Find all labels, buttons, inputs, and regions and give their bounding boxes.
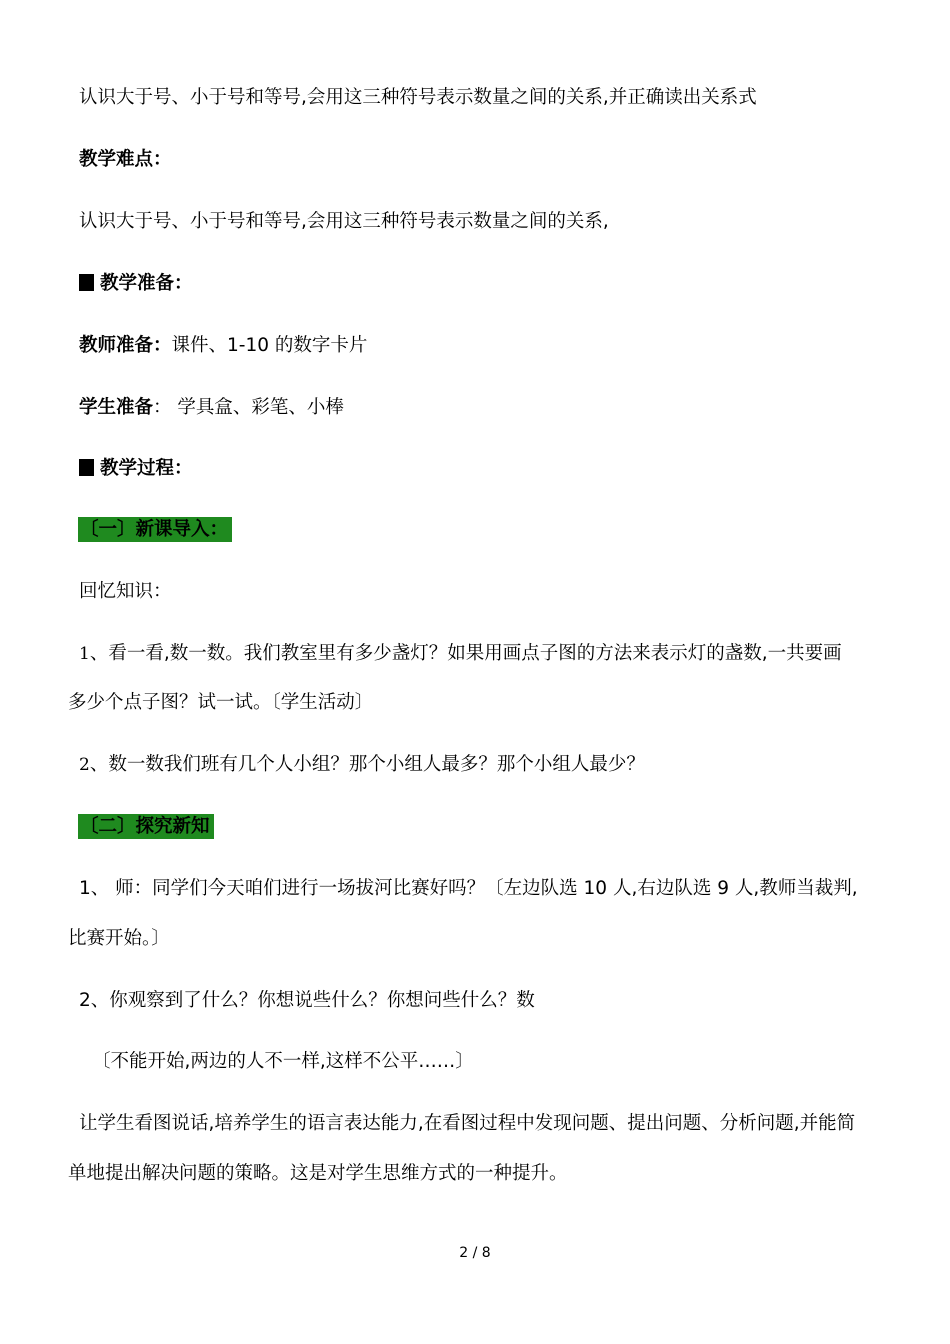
question1-line1 [79, 641, 899, 667]
process-heading-text: 教学过程： [100, 458, 193, 479]
teacher-preparation-value: 课件、1-10 的数字卡片 [171, 335, 368, 356]
student-preparation-label: 学生准备 [79, 397, 154, 418]
student-preparation [79, 395, 899, 421]
teacher-preparation-label: 教师准备： [79, 335, 172, 356]
difficulty-text: 认识大于号、小于号和等号,会用这三种符号表示数量之间的关系, [79, 211, 609, 232]
section2-heading-highlight: 〔二〕探究新知 [78, 814, 214, 839]
question2-number: 2 [79, 755, 90, 775]
section2-heading [78, 814, 898, 840]
teacher-preparation [79, 333, 899, 359]
question1-number: 1 [79, 644, 90, 664]
section1-heading [78, 517, 898, 543]
paragraph4-line1: 让学生看图说话,培养学生的语言表达能力,在看图过程中发现问题、提出问题、分析问题,并能简 [79, 1113, 856, 1134]
recall-text: 回忆知识： [79, 581, 172, 602]
question2-text: 、数一数我们班有几个人小组？那个小组人最多？那个小组人最少？ [89, 754, 645, 775]
section1-heading-highlight: 〔一〕新课导入： [78, 517, 232, 542]
question1-line2: 多少个点子图？试一试。〔学生活动〕 [68, 692, 374, 713]
square-bullet-icon [79, 274, 94, 291]
question2 [79, 752, 899, 778]
square-bullet-icon [79, 459, 94, 476]
paragraph1-line1: 1、 师：同学们今天咱们进行一场拔河比赛好吗？〔左边队选 10 人,右边队选 9 人,教师当裁判, [79, 878, 858, 899]
preparation-heading-text: 教学准备： [100, 273, 193, 294]
difficulty-heading: 教学难点： [79, 149, 172, 170]
student-preparation-value: ： 学具盒、彩笔、小棒 [153, 397, 344, 418]
preparation-heading [79, 271, 899, 297]
page-number: 2 / 8 [459, 1245, 491, 1261]
paragraph3: 〔不能开始,两边的人不一样,这样不公平……〕 [92, 1051, 474, 1072]
key-point-text: 认识大于号、小于号和等号,会用这三种符号表示数量之间的关系,并正确读出关系式 [79, 87, 757, 108]
paragraph4-line2: 单地提出解决问题的策略。这是对学生思维方式的一种提升。 [68, 1163, 568, 1184]
question1-text: 、看一看,数一数。我们教室里有多少盏灯？如果用画点子图的方法来表示灯的盏数,一共要画 [89, 643, 842, 664]
paragraph1-line2: 比赛开始。〕 [68, 928, 170, 949]
process-heading [79, 456, 899, 482]
paragraph2: 2、你观察到了什么？你想说些什么？你想问些什么？数 [79, 990, 535, 1011]
